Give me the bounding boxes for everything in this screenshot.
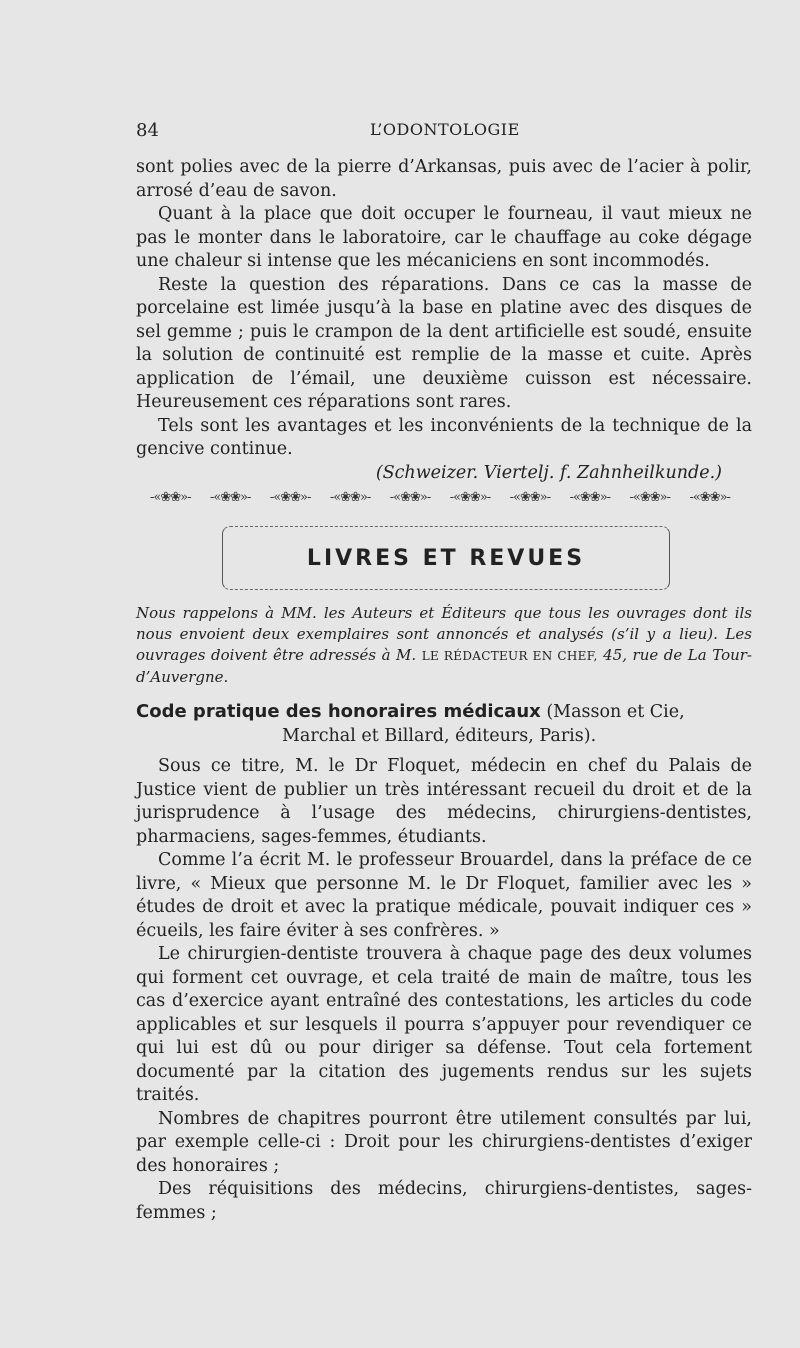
publisher-info-continued: Marchal et Billard, éditeurs, Paris). bbox=[282, 726, 597, 746]
running-title: L’ODONTOLOGIE bbox=[370, 120, 520, 139]
note-smallcaps: LE RÉDACTEUR EN CHEF, bbox=[421, 649, 598, 663]
ornament-icon: -«❀❀»- bbox=[329, 489, 371, 505]
paragraph: Le chirurgien-dentiste trouvera à chaque page des deux volumes qui forment cet ouvrage, et cela traité de main de maître, tous les cas d’exercice ayant entraîné des contestations, les articles du code applicables et sur lesquels il pourra s’appuyer pour revendiquer ce qui lui est dû ou pour diriger sa défense. Tout cela fortement documenté par la citation des jugements rendus sur les sujets traités. bbox=[136, 944, 752, 1105]
note-text: Nous rappelons à MM. les Auteurs et Éditeurs que tous les ouvrages dont ils nous envoient deux exemplaires sont annoncés et analysés (s’il y a lieu). Les ouvrages doivent être adressés à M. bbox=[136, 604, 752, 664]
paragraph: Sous ce titre, M. le Dr Floquet, médecin en chef du Palais de Justice vient de publier un très intéressant recueil du droit et de la jurisprudence à l’usage des médecins, chirurgiens-dentistes, pharmaciens, sages-femmes, étudiants. bbox=[136, 756, 752, 847]
ornament-icon: -«❀❀»- bbox=[509, 489, 551, 505]
ornament-icon: -«❀❀»- bbox=[150, 489, 191, 505]
note-address: 45, rue de La Tour-d’Auvergne. bbox=[136, 646, 752, 686]
running-header bbox=[0, 120, 800, 144]
ornament-icon: -«❀❀»- bbox=[569, 489, 611, 505]
paragraph: Nombres de chapitres pourront être utilement consultés par lui, par exemple celle-ci : Droit pour les chirurgiens-dentistes d’exiger des honoraires ; bbox=[136, 1108, 752, 1176]
section-heading-frame bbox=[222, 526, 670, 590]
ornament-icon: -«❀❀»- bbox=[689, 489, 730, 505]
ornament-icon: -«❀❀»- bbox=[269, 489, 311, 505]
ornament-icon: -«❀❀»- bbox=[629, 489, 670, 505]
page-number: 84 bbox=[136, 120, 159, 141]
reviews-section bbox=[136, 603, 752, 1225]
article-end bbox=[136, 156, 752, 485]
ornament-icon: -«❀❀»- bbox=[209, 489, 251, 505]
paragraph: sont polies avec de la pierre d’Arkansas, puis avec de l’acier à polir, arrosé d’eau de savon. bbox=[136, 157, 752, 201]
editorial-note bbox=[136, 603, 752, 688]
book-title: Code pratique des honoraires médicaux bbox=[136, 701, 541, 722]
ornament-icon: -«❀❀»- bbox=[389, 489, 431, 505]
paragraph: Tels sont les avantages et les inconvénients de la technique de la gencive continue. bbox=[136, 415, 752, 459]
section-title: LIVRES ET REVUES bbox=[306, 545, 586, 571]
ornamental-divider bbox=[150, 488, 730, 506]
source-citation: (Schweizer. Viertelj. f. Zahnheilkunde.) bbox=[375, 462, 722, 483]
paragraph: Des réquisitions des médecins, chirurgiens-dentistes, sages-femmes ; bbox=[136, 1179, 752, 1223]
book-heading bbox=[136, 700, 752, 724]
publisher-info: (Masson et Cie, bbox=[546, 702, 685, 722]
paragraph: Reste la question des réparations. Dans ce cas la masse de porcelaine est limée jusqu’à la base en platine avec des disques de sel gemme ; puis le crampon de la dent artificielle est soudé, ensuite la solution de continuité est remplie de la masse et cuite. Après application de l’émail, une deuxième cuisson est nécessaire. Heureusement ces réparations sont rares. bbox=[136, 274, 752, 412]
paragraph: Comme l’a écrit M. le professeur Brouardel, dans la préface de ce livre, « Mieux que personne M. le Dr Floquet, familier avec les » études de droit et avec la pratique médicale, pouvait indiquer ces » écueils, les faire éviter à ses confrères. » bbox=[136, 850, 752, 941]
ornament-icon: -«❀❀»- bbox=[449, 489, 491, 505]
paragraph: Quant à la place que doit occuper le fourneau, il vaut mieux ne pas le monter dans le laboratoire, car le chauffage au coke dégage une chaleur si intense que les mécaniciens en sont incommodés. bbox=[136, 204, 752, 271]
